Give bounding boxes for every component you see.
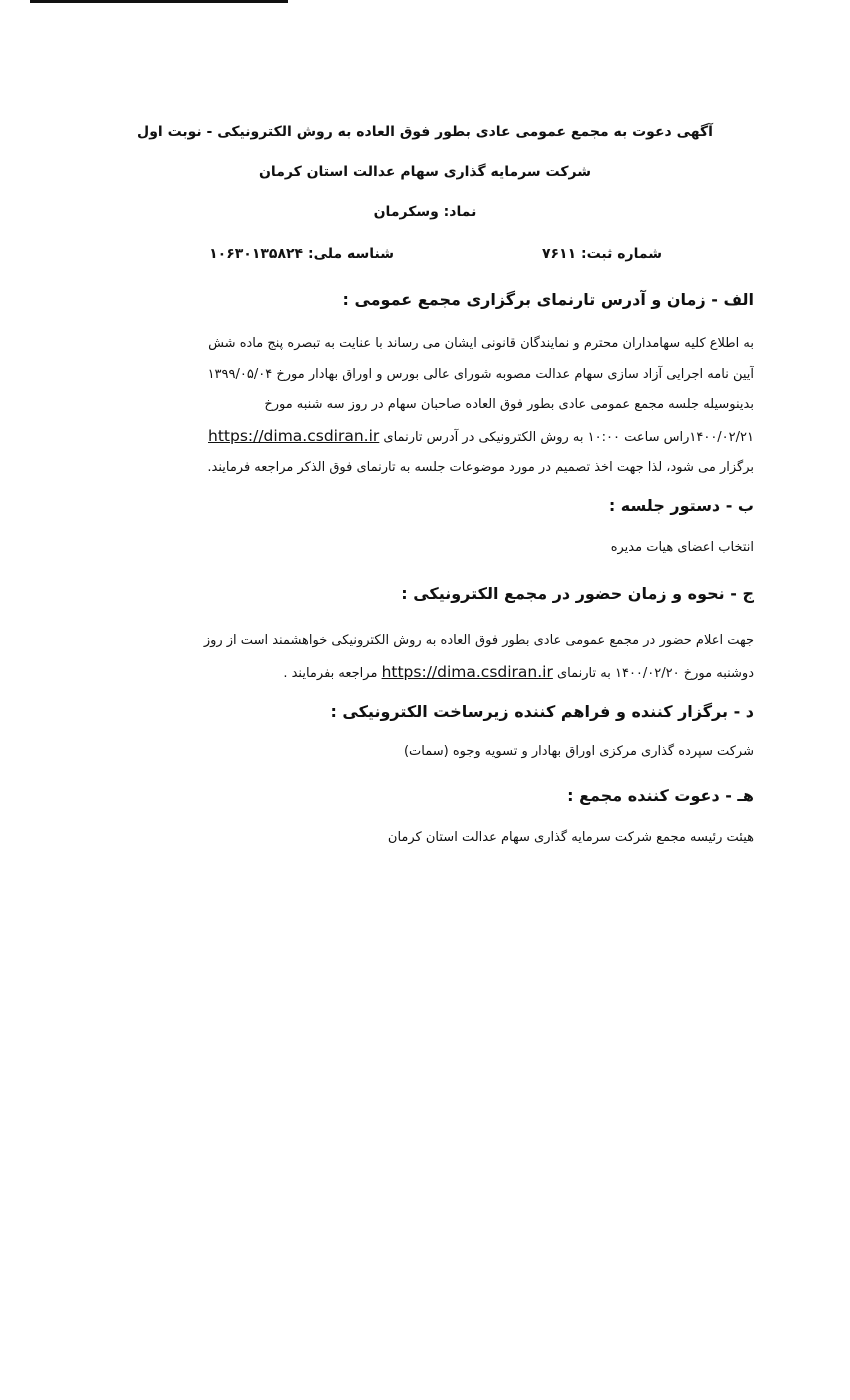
inviter-text: هیئت رئیسه مجمع شرکت سرمایه گذاری سهام عدالت استان کرمان <box>387 830 754 845</box>
registration-number: شماره ثبت: ۷۶۱۱ <box>541 246 662 262</box>
section-a-paragraph <box>144 329 754 484</box>
section-a-line-2: آیین نامه اجرایی آزاد سازی سهام عدالت مصوبه شورای عالی بورس و اوراق بهادار مورخ ۱۳۹۹/۰۵/۰۴ <box>207 366 754 382</box>
section-a-heading: الف - زمان و آدرس تارنمای برگزاری مجمع عمومی : <box>342 290 754 309</box>
section-a-line-1: به اطلاع کلیه سهامداران محترم و نمایندگان قانونی ایشان می رساند با عنایت به تبصره پنج ماده شش <box>208 336 754 351</box>
section-a-line-5: برگزار می شود، لذا جهت اخذ تصمیم در مورد موضوعات جلسه به تارنمای فوق الذکر مراجعه فرمایند. <box>207 460 754 475</box>
section-d-heading: د - برگزار کننده و فراهم کننده زیرساخت الکترونیکی : <box>330 702 754 721</box>
section-c-line-2 <box>144 657 754 690</box>
agenda-item: انتخاب اعضای هیات مدیره <box>610 540 754 555</box>
section-c-paragraph <box>144 626 754 689</box>
company-name: شرکت سرمایه گذاری سهام عدالت استان کرمان <box>258 164 591 180</box>
section-e-heading: هـ - دعوت کننده مجمع : <box>567 786 754 805</box>
section-a-line-4-text: ۱۴۰۰/۰۲/۲۱راس ساعت ۱۰:۰۰ به روش الکترونیکی در آدرس تارنمای <box>383 429 754 445</box>
section-c-line-1: جهت اعلام حضور در مجمع عمومی عادی بطور فوق العاده به روش الکترونیکی خواهشمند است از روز <box>203 633 754 648</box>
notice-title: آگهی دعوت به مجمع عمومی عادی بطور فوق العاده به روش الکترونیکی - نوبت اول <box>137 124 713 140</box>
section-a-line-4 <box>144 421 754 454</box>
section-a-line-3: بدینوسیله جلسه مجمع عمومی عادی بطور فوق العاده صاحبان سهام در روز سه شنبه مورخ <box>264 397 754 412</box>
section-c-heading: ج - نحوه و زمان حضور در مجمع الکترونیکی : <box>401 584 754 603</box>
meeting-url-link[interactable]: https://dima.csdiran.ir <box>208 426 380 445</box>
organizer-text: شرکت سپرده گذاری مرکزی اوراق بهادار و تسویه وجوه (سمات) <box>403 744 754 759</box>
section-c-line-2-end: مراجعه بفرمایند . <box>283 665 378 681</box>
section-c-line-2-text: دوشنبه مورخ ۱۴۰۰/۰۲/۲۰ به تارنمای <box>557 665 754 681</box>
section-b-heading: ب - دستور جلسه : <box>608 496 754 515</box>
national-id: شناسه ملی: ۱۰۶۳۰۱۳۵۸۲۴ <box>209 246 394 262</box>
attendance-url-link[interactable]: https://dima.csdiran.ir <box>381 662 553 681</box>
stock-symbol: نماد: وسکرمان <box>373 204 477 220</box>
